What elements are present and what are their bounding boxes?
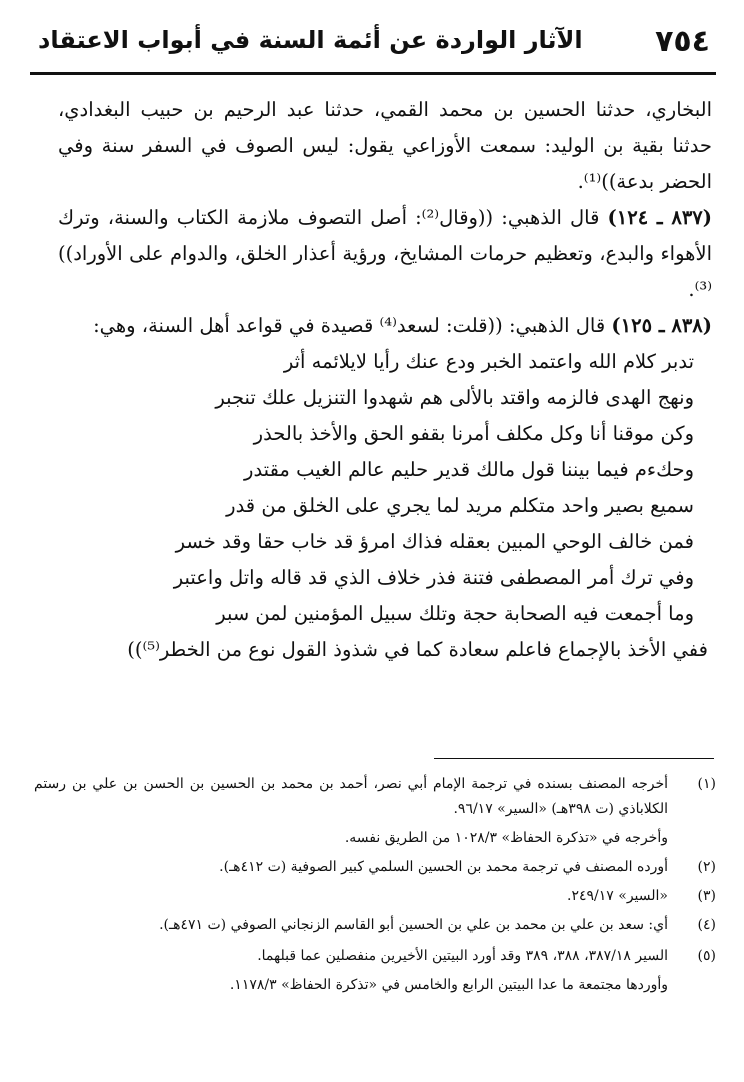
running-title: الآثار الواردة عن أئمة السنة في أبواب الاعتقاد [38,26,583,54]
footnote-number: (٤) [697,917,716,933]
paragraph-2-text: قال الذهبي: ((وقال⁽²⁾: أصل التصوف ملازمة الكتاب والسنة، وترك الأهواء والبدع، وتعظيم حرمات المشايخ، ورؤية أعذار الخلق، والدوام على الأوراد))⁽³⁾. [58,206,712,301]
paragraph-2 [58,200,712,308]
header-rule [30,72,716,75]
paragraph-3 [58,308,712,344]
narration-number: (٨٣٧ ـ ١٢٤) [607,206,712,229]
footnote-number: (٢) [697,859,716,875]
verse-line: ففي الأخذ بالإجماع فاعلم سعادة كما في شذوذ القول نوع من الخطر⁽⁵⁾)) [127,638,708,661]
narration-number: (٨٣٨ ـ ١٢٥) [611,314,712,337]
footnote-text: أي: سعد بن علي بن محمد بن علي بن الحسين أبو القاسم الزنجاني الصوفي (ت ٤٧١هـ). [159,917,668,933]
footnote-text: «السير» ٢٤٩/١٧. [567,888,668,904]
verse-line: وكن موقنا أنا وكل مكلف أمرنا بقفو الحق والأخذ بالحذر [253,422,694,445]
footnote [34,855,716,880]
paragraph-1: البخاري، حدثنا الحسين بن محمد القمي، حدثنا عبد الرحيم بن حبيب البغدادي، حدثنا بقية بن الوليد: سمعت الأوزاعي يقول: ليس الصوف في السفر سنة وفي الحضر بدعة))⁽¹⁾. [58,98,712,193]
page-header [36,20,714,66]
footnote [34,772,716,822]
footnote-number: (٣) [697,888,716,904]
footnote-number: (١) [697,776,716,792]
verse-line: تدبر كلام الله واعتمد الخبر ودع عنك رأيا لايلائمه أثر [283,350,694,373]
main-text [58,92,712,668]
verse-line: ونهج الهدى فالزمه واقتد بالألى هم شهدوا التنزيل علك تنجبر [215,386,694,409]
footnotes [34,772,716,1002]
footnote-continuation: وأخرجه في «تذكرة الحفاظ» ١٠٢٨/٣ من الطريق نفسه. [344,830,668,846]
footnote-number: (٥) [697,948,716,964]
verse-line: وما أجمعت فيه الصحابة حجة وتلك سبيل المؤمنين لمن سبر [216,602,694,625]
footnote-continuation: وأوردها مجتمعة ما عدا البيتين الرابع والخامس في «تذكرة الحفاظ» ١١٧٨/٣. [229,977,668,993]
page-number: ٧٥٤ [655,24,710,59]
footnote [34,884,716,909]
verse-line: وحكءم فيما بيننا قول مالك قدير حليم عالم الغيب مقتدر [244,458,694,481]
verse-line: فمن خالف الوحي المبين بعقله فذاك امرؤ قد خاب حقا وقد خسر [175,530,694,553]
footnote [34,944,716,969]
footnote-text: أورده المصنف في ترجمة محمد بن الحسين السلمي كبير الصوفية (ت ٤١٢هـ). [219,859,668,875]
poem [58,344,712,668]
footnote-text: السير ٣٨٧/١٨، ٣٨٨، ٣٨٩ وقد أورد البيتين الأخيرين منفصلين عما قبلهما. [257,948,668,964]
footnote [34,913,716,938]
paragraph-3-text: قال الذهبي: ((قلت: لسعد⁽⁴⁾ قصيدة في قواعد أهل السنة، وهي: [93,314,606,337]
verse-line: سميع بصير واحد متكلم مريد لما يجري على الخلق من قدر [226,494,694,517]
footnote-separator [434,758,714,759]
verse-line: وفي ترك أمر المصطفى فتنة فذر خلاف الذي قد قاله واتل واعتبر [173,566,694,589]
footnote-text: أخرجه المصنف بسنده في ترجمة الإمام أبي نصر، أحمد بن محمد بن الحسين بن الحسن بن علي بن رستم الكلاباذي (ت ٣٩٨هـ) «السير» ٩٦/١٧. [34,776,668,817]
